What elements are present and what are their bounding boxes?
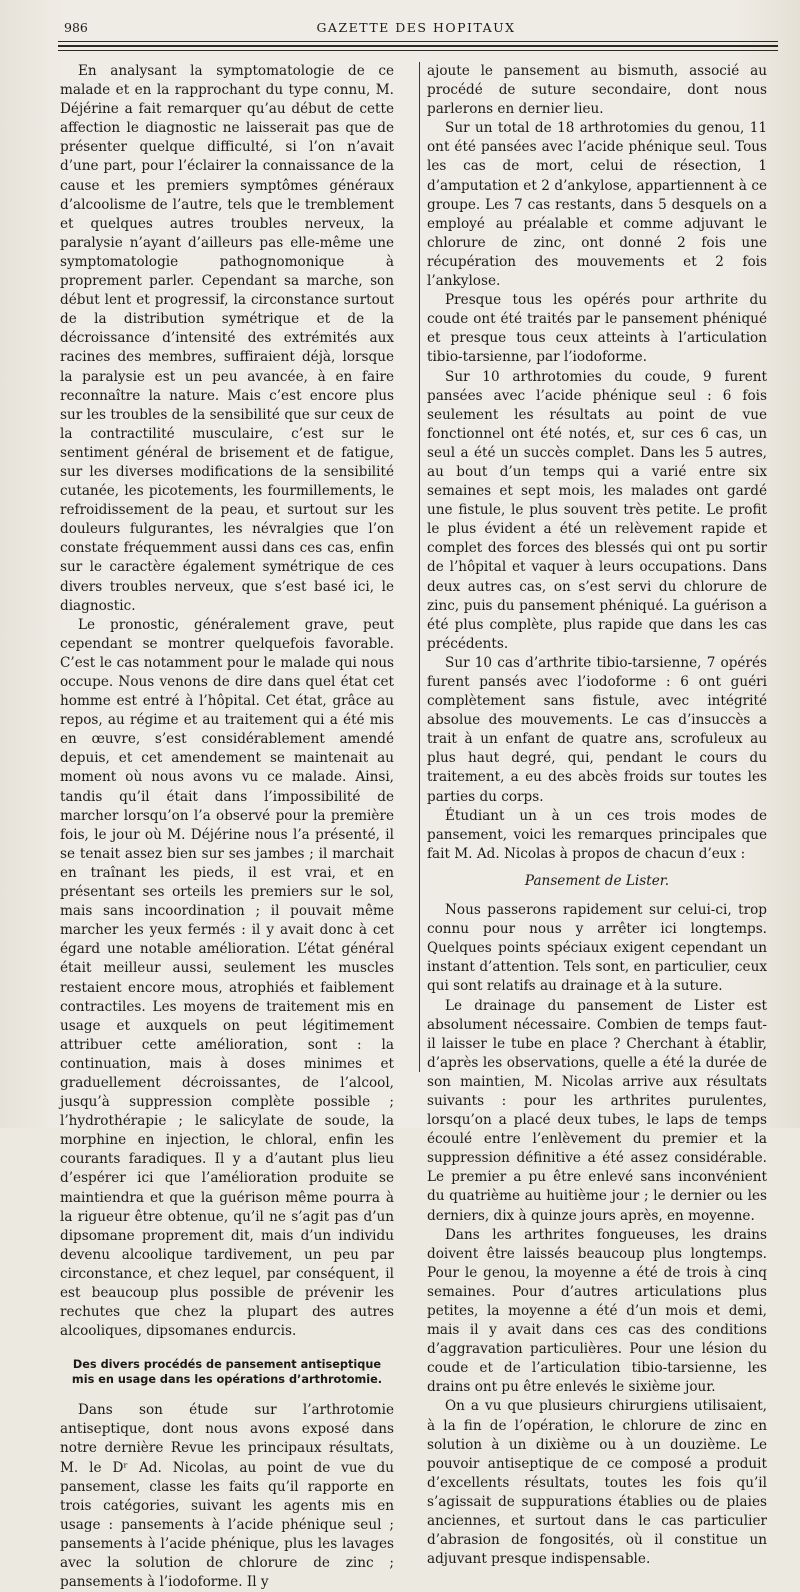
left-column [60, 62, 394, 1591]
paragraph: En analysant la symptomatologie de ce malade et en la rapprochant du type connu, M. Déjérine a fait remarquer qu’au début de cette affection le diagnostic ne laisserait pas que de présenter quelque difficulté, si l’on n’avait d’une part, pour l’éclairer la connaissance de la cause et les premiers symptômes généraux d’alcoolisme de l’autre, tels que le tremblement et quelques autres troubles nerveux, la paralysie n’ayant d’ailleurs pas elle-même une symptomatologie pathognomonique à proprement parler. Cependant sa marche, son début lent et progressif, la circonstance surtout de la distribution symétrique et de la décroissance d’intensité des extrémités aux racines des membres, suffiraient déjà, lorsque la paralysie est un peu avancée, à en faire reconnaître la nature. Mais c’est encore plus sur les troubles de la sensibilité que sur ceux de la contractilité musculaire, c’est sur le sentiment général de brisement et de fatigue, sur les diverses modifications de la sensibilité cutanée, les picotements, les fourmillements, le refroidissement de la peau, et surtout sur les douleurs fulgurantes, les névralgies que l’on constate fréquemment aussi dans ces cas, enfin sur le caractère également symétrique de ces divers troubles nerveux, que s’est basé ici, le diagnostic. [60, 63, 394, 614]
paragraph: Nous passerons rapidement sur celui-ci, trop connu pour nous y arrêter ici longtemps. Quelques points spéciaux exigent cependant un instant d’attention. Tels sont, en particulier, ceux qui sont relatifs au drainage et à la suture. [427, 902, 767, 995]
section-heading: Des divers procédés de pansement antiseptique mis en usage dans les opérations d’arthrotomie. [71, 1358, 383, 1387]
paragraph: Sur 10 cas d’arthrite tibio-tarsienne, 7 opérés furent pansés avec l’iodoforme : 6 ont guéri complètement sans fistule, avec intégrité absolue des mouvements. Le cas d’insuccès a trait à un enfant de quatre ans, scrofuleux au plus haut degré, qui, pendant le cours du traitement, a eu des abcès froids sur toutes les parties du corps. [427, 654, 767, 805]
header-rule-bottom [58, 50, 778, 51]
page-header [52, 18, 780, 40]
paragraph: Sur 10 arthrotomies du coude, 9 furent pansées avec l’acide phénique seul : 6 fois seulement les résultats au point de vue fonctionnel ont été notés, et, sur ces 6 cas, un seul a été un succès complet. Dans les 5 autres, au bout d’un temps qui a varié entre six semaines et sept mois, les malades ont gardé une fistule, le plus souvent très petite. Le profit le plus évident a été un relèvement rapide et complet des forces des blessés qui ont pu sortir de l’hôpital et vaquer à leurs occupations. Dans deux autres cas, on s’est servi du chlorure de zinc, puis du pansement phéniqué. La guérison a été plus complète, plus rapide que dans les cas précédents. [427, 368, 767, 652]
paragraph: Le drainage du pansement de Lister est absolument nécessaire. Combien de temps faut-il laisser le tube en place ? Cherchant à établir, d’après les observations, quelle a été la durée de son maintien, M. Nicolas arrive aux résultats suivants : pour les arthrites purulentes, lorsqu’on a placé deux tubes, le laps de temps écoulé entre l’enlèvement du premier et la suppression définitive a été assez considérable. Le premier a pu être enlevé sans inconvénient du quatrième au huitième jour ; le dernier ou les derniers, dix à quinze jours après, en moyenne. [427, 997, 767, 1224]
paragraph: Dans les arthrites fongueuses, les drains doivent être laissés beaucoup plus longtemps. Pour le genou, la moyenne a été de trois à cinq semaines. Pour d’autres articulations plus petites, la moyenne a été d’un mois et demi, mais il y avait dans ces cas des conditions d’aggravation particulières. Pour une lésion du coude et de l’articulation tibio-tarsienne, les drains ont pu être enlevés le sixième jour. [427, 1226, 767, 1396]
paragraph: Presque tous les opérés pour arthrite du coude ont été traités par le pansement phéniqué et presque tous ceux atteints à l’articulation tibio-tarsienne, par l’iodoforme. [427, 292, 767, 366]
paragraph: On a vu que plusieurs chirurgiens utilisaient, à la fin de l’opération, le chlorure de zinc en solution à un dixième ou à un douzième. Le pouvoir antiseptique de ce composé a produit d’excellents résultats, toutes les fois qu’il s’agissait de suppurations établies ou de plaies anciennes, et surtout dans le cas particulier d’abrasion de fongosités, où il constitue un adjuvant presque indispensable. [427, 1398, 767, 1568]
right-column [427, 62, 767, 1568]
paragraph: Dans son étude sur l’arthrotomie antiseptique, dont nous avons exposé dans notre dernière Revue les principaux résultats, M. le Dʳ Ad. Nicolas, au point de vue du pansement, classe les faits qu’il rapporte en trois catégories, suivant les agents mis en usage : pansements à l’acide phénique seul ; pansements à l’acide phénique, plus les lavages avec la solution de chlorure de zinc ; pansements à l’iodoforme. Il y [60, 1402, 394, 1591]
paragraph: Le pronostic, généralement grave, peut cependant se montrer quelquefois favorable. C’est le cas notamment pour le malade qui nous occupe. Nous venons de dire dans quel état cet homme est entré à l’hôpital. Cet état, grâce au repos, au régime et au traitement qui a été mis en œuvre, s’est considérablement amendé depuis, et cet amendement se maintenait au moment où nous avons vu ce malade. Ainsi, tandis qu’il était dans l’impossibilité de marcher lorsqu’on l’a observé pour la première fois, le jour où M. Déjérine nous l’a présenté, il se tenait assez bien sur ses jambes ; il marchait en traînant les pieds, il est vrai, et en présentant ses orteils les premiers sur le sol, mais sans incoordination ; il pouvait même marcher les yeux fermés : il y avait donc à cet égard une notable amélioration. L’état général était meilleur aussi, seulement les muscles restaient encore mous, atrophiés et faiblement contractiles. Les moyens de traitement mis en usage et auxquels on peut légitimement attribuer cette amélioration, sont : la continuation, mais à doses minimes et graduellement décroissantes, de l’alcool, jusqu’à suppression complète possible ; l’hydrothérapie ; le salicylate de soude, la morphine en injection, le chloral, enfin les courants faradiques. Il y a d’autant plus lieu d’espérer ici que l’amélioration produite se maintiendra et que la guérison même pourra à la rigueur être obtenue, qu’il ne s’agit pas d’un dipsomane proprement dit, mais d’un individu devenu alcoolique tardivement, un peu par circonstance, et chez lequel, par conséquent, il est beaucoup plus possible de prévenir les rechutes que chez la plupart des autres alcooliques, dipsomanes endurcis. [60, 616, 394, 1340]
journal-title: GAZETTE DES HOPITAUX [316, 20, 516, 35]
header-rule-thick [58, 45, 778, 47]
paragraph: Sur un total de 18 arthrotomies du genou, 11 ont été pansées avec l’acide phénique seul. Tous les cas de mort, celui de résection, 1 d’amputation et 2 d’ankylose, appartiennent à ce groupe. Les 7 cas restants, dans 5 desquels on a employé au préalable et comme adjuvant le chlorure de zinc, ont donné 2 fois une récupération des mouvements et 2 fois l’ankylose. [427, 120, 767, 290]
subheading: Pansement de Lister. [524, 872, 670, 889]
column-divider [419, 62, 420, 1072]
paragraph: Étudiant un à un ces trois modes de pansement, voici les remarques principales que fait M. Ad. Nicolas à propos de chacun d’eux : [427, 807, 767, 862]
paragraph: ajoute le pansement au bismuth, associé au procédé de suture secondaire, dont nous parlerons en dernier lieu. [427, 63, 767, 118]
page-number: 986 [64, 20, 88, 35]
header-rule-top [58, 41, 778, 42]
